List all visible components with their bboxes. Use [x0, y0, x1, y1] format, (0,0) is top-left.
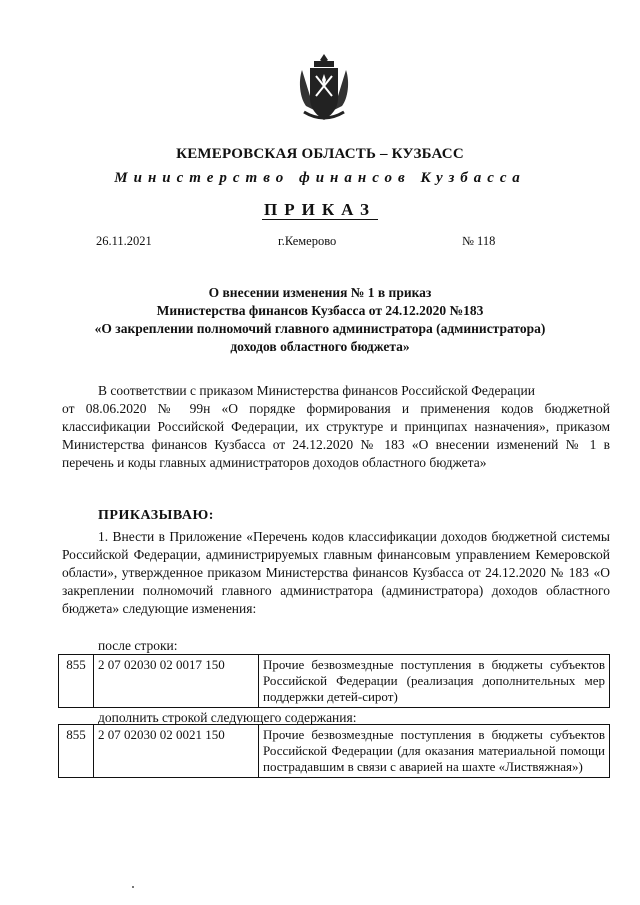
- description-cell: Прочие безвозмездные поступления в бюджеты субъектов Российской Федерации (для оказания материальной помощи пострадавшим в связи с аварией на шахте «Листвяжная»): [259, 725, 610, 778]
- title-line-3: «О закреплении полномочий главного администратора (администратора): [94, 321, 546, 336]
- admin-code-cell: 855: [59, 655, 94, 708]
- kuzbass-coat-of-arms-icon: [296, 52, 352, 124]
- append-label: дополнить строкой следующего содержания:: [98, 710, 357, 725]
- preamble-first-line: В соответствии с приказом Министерства финансов Российской Федерации: [98, 383, 535, 398]
- description-cell: Прочие безвозмездные поступления в бюджеты субъектов Российской Федерации (реализация дополнительных мер поддержки детей-сирот): [259, 655, 610, 708]
- document-date: 26.11.2021: [96, 234, 152, 248]
- document-title: [0, 284, 640, 356]
- title-line-1: О внесении изменения № 1 в приказ: [208, 285, 432, 300]
- document-type-text: ПРИКАЗ: [264, 200, 376, 219]
- admin-code-cell: 855: [59, 725, 94, 778]
- after-line-label: после строки:: [98, 638, 178, 653]
- region-name: КЕМЕРОВСКАЯ ОБЛАСТЬ – КУЗБАСС: [176, 146, 464, 162]
- preamble-paragraph: [62, 382, 610, 472]
- preamble-rest: от 08.06.2020 № 99н «О порядке формирования и применения кодов бюджетной классификации Российской Федерации, их структуре и принципах назначения», приказом Министерства финансов Кузбасса от 24.12.2020 № 183 «О внесении изменений № 1 в перечень и коды главных администраторов доходов областного бюджета»: [62, 401, 610, 470]
- new-row-table: [58, 724, 610, 778]
- title-line-2: Министерства финансов Кузбасса от 24.12.2020 №183: [156, 303, 484, 318]
- ministry-name: Министерство финансов Кузбасса: [114, 170, 526, 186]
- existing-row-table: [58, 654, 610, 708]
- scan-speck: [132, 886, 134, 888]
- budget-code-cell: 2 07 02030 02 0021 150: [94, 725, 259, 778]
- title-line-4: доходов областного бюджета»: [230, 339, 410, 354]
- order-heading: ПРИКАЗЫВАЮ:: [98, 508, 214, 523]
- item-1-paragraph: 1. Внести в Приложение «Перечень кодов классификации доходов бюджетной системы Российской Федерации, администрируемых главным финансовым управлением Кемеровской области», утвержденное приказом Министерства финансов Кузбасса от 24.12.2020 № 183 «О закреплении полномочий главного администратора (администратора) доходов областного бюджета» следующие изменения:: [62, 529, 610, 616]
- table-row: [59, 725, 610, 778]
- document-number: № 118: [462, 234, 496, 248]
- table-row: [59, 655, 610, 708]
- budget-code-cell: 2 07 02030 02 0017 150: [94, 655, 259, 708]
- document-type: [0, 200, 640, 220]
- document-city: г.Кемерово: [278, 234, 337, 248]
